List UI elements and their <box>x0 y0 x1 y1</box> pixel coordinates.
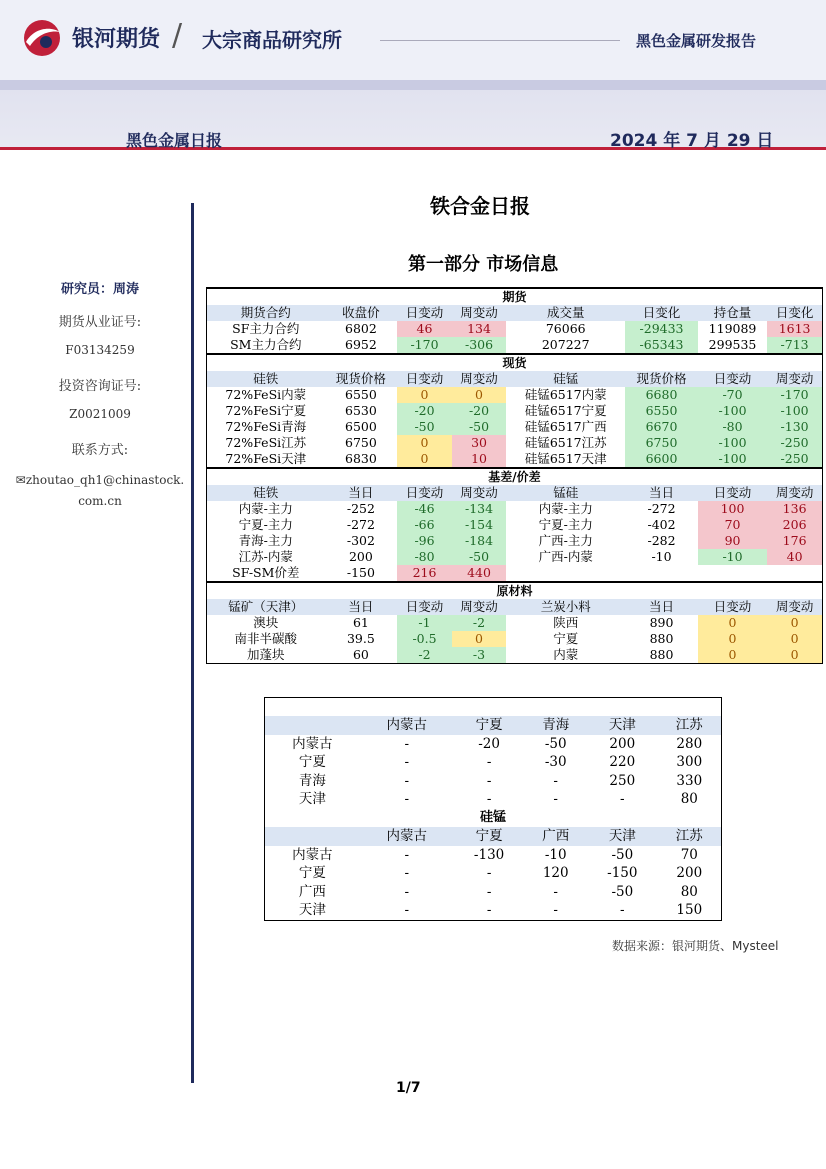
matrix-cell: - <box>404 883 410 900</box>
section-row-spot <box>207 354 823 371</box>
sidebar-divider <box>191 203 194 1083</box>
column-header: 当日 <box>325 485 398 501</box>
column-header: 日变化 <box>625 305 698 321</box>
column-header: 日变化 <box>767 305 822 321</box>
matrix-row <box>265 864 722 883</box>
table-cell: -713 <box>767 337 822 354</box>
column-header: 现货价格 <box>625 371 698 387</box>
table-row <box>207 615 823 631</box>
table-cell: 39.5 <box>346 631 375 646</box>
table-cell: -70 <box>698 387 767 403</box>
column-header: 当日 <box>625 485 698 501</box>
table-cell: 299535 <box>708 337 757 352</box>
matrix-cell: - <box>404 754 410 770</box>
table-cell: -250 <box>767 451 822 468</box>
matrix-row <box>265 901 722 920</box>
table-cell: -150 <box>346 565 375 580</box>
row-label: 青海 <box>298 772 326 789</box>
header-row <box>207 305 823 321</box>
mail-icon: ✉ <box>15 473 26 487</box>
email-line1[interactable] <box>0 473 200 487</box>
column-header: 日变动 <box>397 305 452 321</box>
column-header: 锰硅 <box>506 485 625 501</box>
table-cell: 46 <box>397 321 452 337</box>
table-cell: 76066 <box>545 321 586 336</box>
table-cell: 890 <box>649 615 674 630</box>
matrix-cell: - <box>404 902 410 918</box>
table-cell <box>506 565 625 582</box>
table-cell <box>625 565 698 582</box>
regional-spread-table <box>264 697 722 921</box>
matrix-cell: -150 <box>607 865 638 881</box>
table-cell: 90 <box>698 533 767 549</box>
table-row <box>207 517 823 533</box>
matrix-cell: - <box>553 791 558 807</box>
daily-title: 黑色金属日报 <box>126 131 223 150</box>
section-row-basis <box>207 468 823 485</box>
table-cell: 207227 <box>541 337 590 352</box>
table-cell: 30 <box>452 435 507 451</box>
matrix-cell: - <box>486 865 492 881</box>
institute-name: 大宗商品研究所 <box>202 28 342 52</box>
table-cell: SF主力合约 <box>232 321 300 336</box>
matrix-row <box>265 790 722 809</box>
table-cell: -29433 <box>625 321 698 337</box>
table-cell: 440 <box>452 565 507 582</box>
row-label: 内蒙古 <box>292 846 333 863</box>
column-header: 宁夏 <box>454 716 525 735</box>
table-cell: -302 <box>346 533 375 548</box>
matrix-cell: 150 <box>676 902 703 918</box>
column-header: 周变动 <box>452 305 507 321</box>
table-cell: -20 <box>452 403 507 419</box>
table-cell: 72%FeSi青海 <box>225 419 307 434</box>
table-cell: -20 <box>397 403 452 419</box>
matrix-cell: - <box>486 883 492 900</box>
table-cell: 6830 <box>345 451 377 466</box>
matrix-cell: - <box>404 735 410 752</box>
column-header: 持仓量 <box>698 305 767 321</box>
matrix-row <box>265 735 722 754</box>
column-header <box>265 827 360 846</box>
table-cell: 内蒙 <box>553 647 579 662</box>
column-header: 天津 <box>587 827 658 846</box>
email-text-1[interactable]: zhoutao_qh1@chinastock. <box>25 473 185 487</box>
header-row <box>207 599 823 615</box>
matrix-row <box>265 846 722 865</box>
table-cell: -100 <box>698 451 767 468</box>
table-cell: 南非半碳酸 <box>234 631 298 646</box>
column-header: 江苏 <box>658 716 722 735</box>
table-cell: 72%FeSi内蒙 <box>225 387 307 402</box>
table-cell: -252 <box>346 501 375 516</box>
matrix-cell: 250 <box>609 772 636 789</box>
table-row <box>207 565 823 582</box>
column-header: 硅铁 <box>207 371 325 387</box>
column-header: 江苏 <box>658 827 722 846</box>
table-cell: -272 <box>647 501 676 516</box>
row-label: 天津 <box>298 902 326 918</box>
table-cell: -50 <box>452 419 507 435</box>
matrix-cell: - <box>404 791 410 807</box>
table-cell: 硅锰6517内蒙 <box>524 387 607 402</box>
matrix-cell: - <box>486 791 492 807</box>
table-row <box>207 321 823 337</box>
matrix-cell: -50 <box>544 735 567 752</box>
table-cell: -0.5 <box>397 631 452 647</box>
table-cell: 加蓬块 <box>247 647 285 662</box>
matrix-cell: 330 <box>676 772 703 789</box>
column-header: 锰矿（天津） <box>207 599 325 615</box>
matrix-cell: - <box>486 902 492 918</box>
table-cell: 宁夏-主力 <box>238 517 293 532</box>
column-header: 日变动 <box>397 599 452 615</box>
table-cell: 6680 <box>625 387 698 403</box>
matrix-cell: - <box>553 772 558 789</box>
matrix-cell: - <box>404 772 410 789</box>
column-header: 当日 <box>625 599 698 615</box>
data-source: 数据来源：银河期货、Mysteel <box>612 939 779 953</box>
column-header: 周变动 <box>767 599 822 615</box>
matrix-cell: - <box>620 791 625 807</box>
matrix-cell: -20 <box>478 735 500 752</box>
table-cell: -100 <box>698 435 767 451</box>
table-row <box>207 501 823 517</box>
column-header: 日变动 <box>698 371 767 387</box>
column-header: 周变动 <box>767 371 822 387</box>
table-cell: 72%FeSi天津 <box>225 451 307 466</box>
table-cell: 6500 <box>345 419 377 434</box>
table-cell: 60 <box>352 647 369 662</box>
table-cell: -50 <box>452 549 507 565</box>
galaxy-logo-icon <box>20 18 64 58</box>
researcher: 研究员：周涛 <box>60 282 139 297</box>
table-cell: 硅锰6517广西 <box>524 419 607 434</box>
part-title: 第一部分 市场信息 <box>408 254 559 275</box>
column-header <box>265 716 360 735</box>
column-header: 广西 <box>524 827 587 846</box>
table-cell: -1 <box>397 615 452 631</box>
matrix-spacer <box>265 698 722 717</box>
matrix-row <box>265 753 722 772</box>
header-row <box>207 371 823 387</box>
table-cell: 6952 <box>345 337 377 352</box>
table-cell: 宁夏 <box>553 631 579 646</box>
table-row <box>207 549 823 565</box>
section-title: 现货 <box>207 354 823 371</box>
table-cell: -50 <box>397 419 452 435</box>
table-cell: SM主力合约 <box>230 337 302 352</box>
table-cell: -100 <box>767 403 822 419</box>
matrix-cell: - <box>404 865 410 881</box>
table-cell: 0 <box>767 615 822 631</box>
column-header: 硅锰 <box>506 371 625 387</box>
row-label: 广西 <box>298 883 326 900</box>
row-label: 宁夏 <box>298 754 326 770</box>
matrix-cell: -50 <box>611 846 634 863</box>
table-cell: 0 <box>698 647 767 664</box>
section-row-futures <box>207 288 823 305</box>
table-cell: 0 <box>452 631 507 647</box>
table-cell: 江苏-内蒙 <box>238 549 293 564</box>
section-title: 基差/价差 <box>207 468 823 485</box>
table-cell: 206 <box>767 517 822 533</box>
table-cell: 内蒙-主力 <box>538 501 593 516</box>
table-cell: 6530 <box>345 403 377 418</box>
matrix-row <box>265 883 722 902</box>
column-header: 期货合约 <box>207 305 325 321</box>
table-cell <box>767 565 822 582</box>
matrix-row <box>265 772 722 791</box>
table-cell: 澳块 <box>253 615 279 630</box>
table-cell: 6600 <box>625 451 698 468</box>
header-divider <box>380 40 620 42</box>
column-header: 日变动 <box>397 371 452 387</box>
table-cell: 0 <box>698 615 767 631</box>
table-cell: -282 <box>647 533 676 548</box>
matrix-cell: - <box>553 883 558 900</box>
table-cell: 广西-主力 <box>538 533 593 548</box>
column-header: 周变动 <box>452 371 507 387</box>
table-cell: 100 <box>698 501 767 517</box>
table-row <box>207 631 823 647</box>
column-header: 宁夏 <box>454 827 525 846</box>
column-header: 周变动 <box>452 599 507 615</box>
matrix-cell: 120 <box>542 865 569 881</box>
table-row <box>207 435 823 451</box>
matrix-cell: -30 <box>544 754 567 770</box>
matrix-cell: 200 <box>676 865 703 881</box>
table-cell: -66 <box>397 517 452 533</box>
column-header: 日变动 <box>698 599 767 615</box>
matrix-cell: 70 <box>680 846 698 863</box>
table-cell: 0 <box>767 631 822 647</box>
table-cell: -10 <box>698 549 767 565</box>
table-cell: 40 <box>767 549 822 565</box>
matrix-header-row <box>265 716 722 735</box>
table-cell: 0 <box>397 387 452 403</box>
table-cell: 136 <box>767 501 822 517</box>
section-title: 期货 <box>207 288 823 305</box>
header-slash: / <box>172 18 183 53</box>
table-cell: -134 <box>452 501 507 517</box>
matrix-cell: 300 <box>676 754 703 770</box>
table-cell: 61 <box>352 615 369 630</box>
table-cell: -402 <box>647 517 676 532</box>
column-header: 内蒙古 <box>360 827 454 846</box>
table-cell: 0 <box>397 435 452 451</box>
report-type: 黑色金属研发报告 <box>636 32 757 50</box>
row-label: 天津 <box>298 791 326 807</box>
table-cell: 0 <box>452 387 507 403</box>
table-cell: -65343 <box>625 337 698 354</box>
header-row <box>207 485 823 501</box>
matrix-cell: 200 <box>609 735 636 752</box>
table-cell: 0 <box>397 451 452 468</box>
table-cell: 10 <box>452 451 507 468</box>
column-header: 日变动 <box>397 485 452 501</box>
column-header: 当日 <box>325 599 398 615</box>
table-cell: -306 <box>452 337 507 354</box>
table-cell: -170 <box>397 337 452 354</box>
table-cell: 216 <box>397 565 452 582</box>
table-row <box>207 403 823 419</box>
row-label: 内蒙古 <box>292 735 333 752</box>
matrix-cell: -50 <box>611 883 634 900</box>
table-cell: 1613 <box>767 321 822 337</box>
table-cell: 119089 <box>708 321 757 336</box>
table-cell: 6750 <box>345 435 377 450</box>
table-cell: 0 <box>767 647 822 664</box>
section-title: 原材料 <box>207 582 823 599</box>
matrix-cell: -10 <box>544 846 567 863</box>
column-header: 青海 <box>524 716 587 735</box>
column-header: 周变动 <box>767 485 822 501</box>
column-header: 收盘价 <box>325 305 398 321</box>
table-cell: -80 <box>698 419 767 435</box>
table-cell: 72%FeSi宁夏 <box>225 403 307 418</box>
table-cell: 6550 <box>345 387 377 402</box>
table-row <box>207 533 823 549</box>
section-title: 硅锰 <box>479 809 506 825</box>
table-cell: 内蒙-主力 <box>238 501 293 516</box>
column-header: 兰炭小料 <box>506 599 625 615</box>
market-info-table <box>206 287 823 664</box>
table-cell: -100 <box>698 403 767 419</box>
table-cell: 硅锰6517宁夏 <box>524 403 607 418</box>
table-cell: -2 <box>397 647 452 664</box>
table-cell <box>698 565 767 582</box>
table-cell: 6750 <box>625 435 698 451</box>
table-cell: SF-SM价差 <box>232 565 300 580</box>
table-cell: -272 <box>346 517 375 532</box>
table-cell: 72%FeSi江苏 <box>225 435 307 450</box>
table-cell: 硅锰6517天津 <box>524 451 607 466</box>
table-cell: -250 <box>767 435 822 451</box>
table-row <box>207 337 823 354</box>
report-date: 2024 年 7 月 29 日 <box>610 131 774 151</box>
column-header: 内蒙古 <box>360 716 454 735</box>
page-number: 1/7 <box>396 1080 421 1096</box>
table-cell: 134 <box>452 321 507 337</box>
matrix-cell: 80 <box>680 791 698 807</box>
column-header: 硅铁 <box>207 485 325 501</box>
table-cell: 青海-主力 <box>238 533 293 548</box>
table-row <box>207 387 823 403</box>
table-cell: 176 <box>767 533 822 549</box>
table-row <box>207 647 823 664</box>
table-cell: 6670 <box>625 419 698 435</box>
contact-label: 联系方式: <box>71 443 129 458</box>
table-cell: 硅锰6517江苏 <box>524 435 607 450</box>
matrix-cell: 220 <box>609 754 636 770</box>
email-line2[interactable]: com.cn <box>78 494 122 508</box>
invest-cert: Z0021009 <box>69 407 131 421</box>
brand-name: 银河期货 <box>72 27 161 52</box>
table-cell: -10 <box>651 549 672 564</box>
column-header: 成交量 <box>506 305 625 321</box>
table-cell: -2 <box>452 615 507 631</box>
table-cell: -154 <box>452 517 507 533</box>
column-header: 现货价格 <box>325 371 398 387</box>
table-cell: 200 <box>348 549 373 564</box>
section-row-raw <box>207 582 823 599</box>
column-header: 日变动 <box>698 485 767 501</box>
table-cell: 广西-内蒙 <box>538 549 593 564</box>
matrix-cell: - <box>553 902 558 918</box>
table-cell: 0 <box>698 631 767 647</box>
table-cell: 陕西 <box>553 615 579 630</box>
table-cell: -80 <box>397 549 452 565</box>
matrix-cell: 80 <box>680 883 698 900</box>
matrix-cell: - <box>620 902 625 918</box>
matrix-cell: - <box>404 846 410 863</box>
table-row <box>207 419 823 435</box>
table-cell: 6802 <box>345 321 377 336</box>
table-cell: -170 <box>767 387 822 403</box>
section-row-simn_matrix <box>265 809 722 828</box>
table-cell: -130 <box>767 419 822 435</box>
table-cell: 70 <box>698 517 767 533</box>
invest-cert-label: 投资咨询证号: <box>58 379 142 394</box>
main-title: 铁合金日报 <box>430 194 530 218</box>
table-cell: 880 <box>649 647 674 662</box>
table-cell: 6550 <box>625 403 698 419</box>
table-row <box>207 451 823 468</box>
table-cell: -96 <box>397 533 452 549</box>
table-cell: 宁夏-主力 <box>538 517 593 532</box>
matrix-cell: 280 <box>676 735 703 752</box>
table-cell: 880 <box>649 631 674 646</box>
table-cell: -184 <box>452 533 507 549</box>
matrix-cell: -130 <box>473 846 505 863</box>
table-cell: -46 <box>397 501 452 517</box>
matrix-header-row <box>265 827 722 846</box>
matrix-cell: - <box>486 754 492 770</box>
column-header: 天津 <box>587 716 658 735</box>
futures-cert: F03134259 <box>65 343 135 357</box>
matrix-cell: - <box>486 772 492 789</box>
row-label: 宁夏 <box>298 865 326 881</box>
table-cell: -3 <box>452 647 507 664</box>
futures-cert-label: 期货从业证号: <box>58 315 142 330</box>
column-header: 周变动 <box>452 485 507 501</box>
